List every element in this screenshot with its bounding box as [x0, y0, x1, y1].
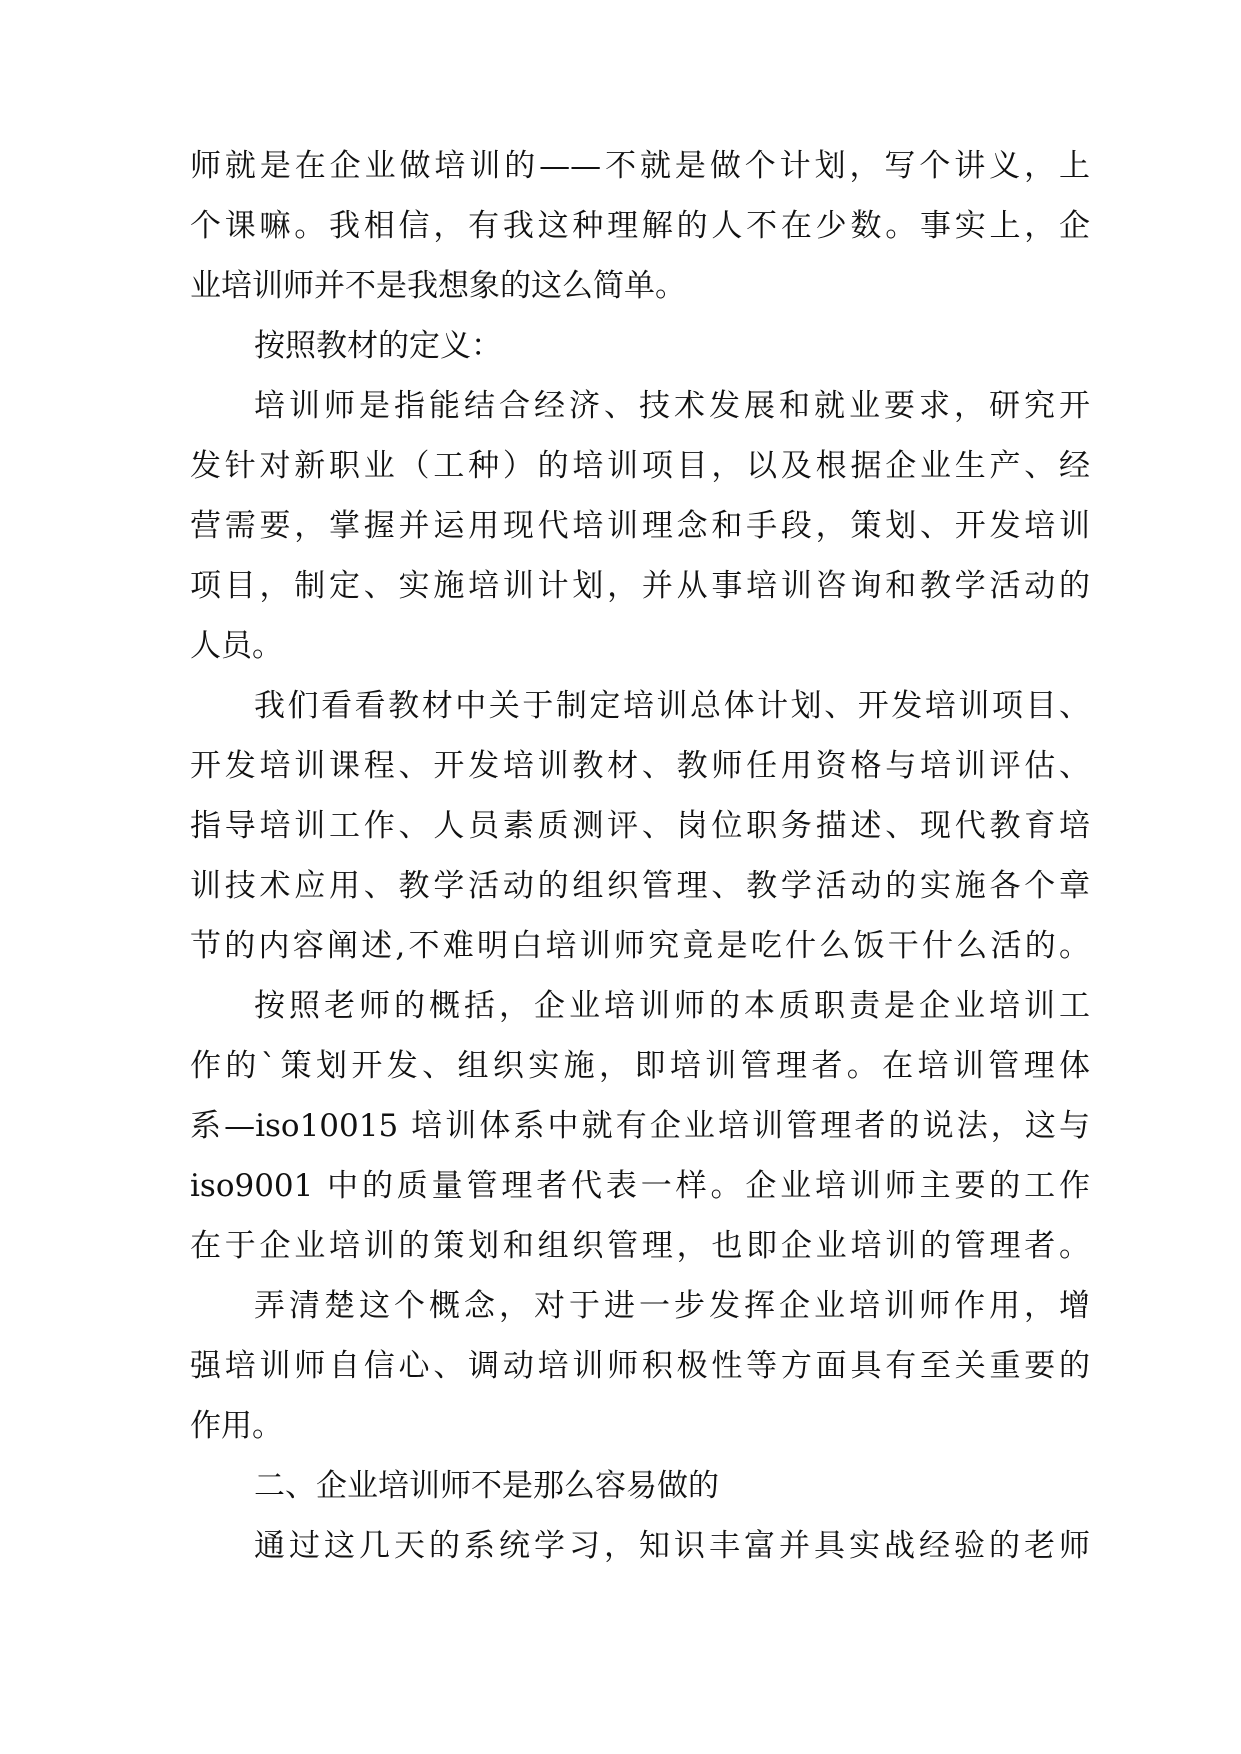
text-line: 训技术应用、教学活动的组织管理、教学活动的实施各个章: [190, 868, 1090, 904]
text-line: iso9001 中的质量管理者代表一样。企业培训师主要的工作: [190, 1168, 1090, 1204]
text-line: 按照老师的概括，企业培训师的本质职责是企业培训工: [254, 988, 1090, 1024]
text-line: 强培训师自信心、调动培训师积极性等方面具有至关重要的: [190, 1348, 1090, 1384]
text-line: 弄清楚这个概念，对于进一步发挥企业培训师作用，增: [254, 1288, 1090, 1324]
text-line: 按照教材的定义：: [254, 328, 502, 364]
text-line: 营需要，掌握并运用现代培训理念和手段，策划、开发培训: [190, 508, 1090, 544]
text-line: 业培训师并不是我想象的这么简单。: [190, 268, 686, 304]
text-line: 人员。: [190, 628, 283, 664]
text-line: 开发培训课程、开发培训教材、教师任用资格与培训评估、: [190, 748, 1090, 784]
text-line: 师就是在企业做培训的——不就是做个计划，写个讲义，上: [190, 148, 1090, 184]
text-line: 作的`策划开发、组织实施，即培训管理者。在培训管理体: [190, 1048, 1090, 1084]
text-line: 指导培训工作、人员素质测评、岗位职务描述、现代教育培: [190, 808, 1090, 844]
text-line: 在于企业培训的策划和组织管理，也即企业培训的管理者。: [190, 1228, 1090, 1264]
text-line: 通过这几天的系统学习，知识丰富并具实战经验的老师: [254, 1528, 1090, 1564]
text-line: 系—iso10015 培训体系中就有企业培训管理者的说法，这与: [190, 1108, 1090, 1144]
text-line: 个课嘛。我相信，有我这种理解的人不在少数。事实上，企: [190, 208, 1090, 244]
text-line: 作用。: [190, 1408, 283, 1444]
section-heading: 二、企业培训师不是那么容易做的: [254, 1468, 719, 1504]
text-line: 项目，制定、实施培训计划，并从事培训咨询和教学活动的: [190, 568, 1090, 604]
text-line: 节的内容阐述,不难明白培训师究竟是吃什么饭干什么活的。: [190, 928, 1090, 964]
text-line: 培训师是指能结合经济、技术发展和就业要求，研究开: [254, 388, 1090, 424]
text-line: 我们看看教材中关于制定培训总体计划、开发培训项目、: [254, 688, 1090, 724]
text-line: 发针对新职业（工种）的培训项目，以及根据企业生产、经: [190, 448, 1090, 484]
